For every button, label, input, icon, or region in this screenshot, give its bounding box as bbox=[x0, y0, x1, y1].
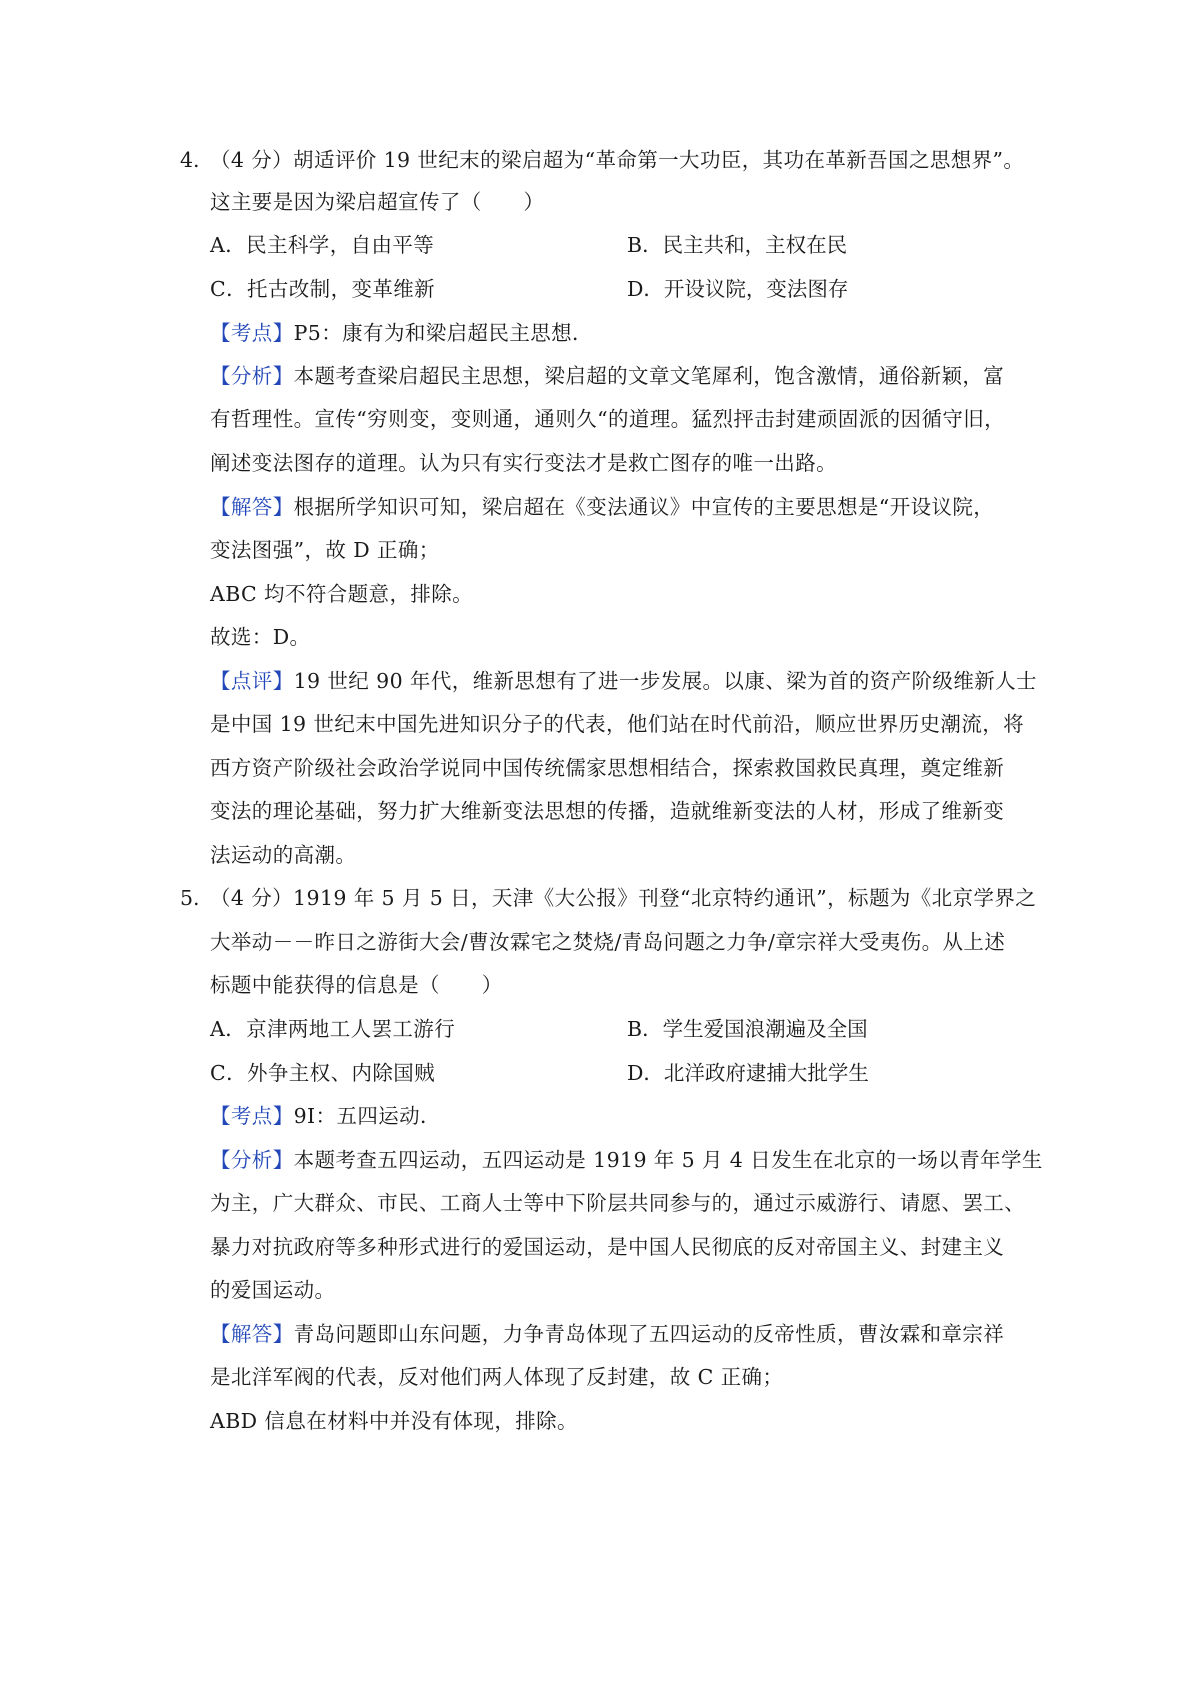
question-number: 4. bbox=[180, 148, 200, 172]
option-d: D．北洋政府逮捕大批学生 bbox=[627, 1061, 869, 1085]
dianping-line: 变法的理论基础，努力扩大维新变法思想的传播，造就维新变法的人材，形成了维新变 bbox=[210, 799, 1005, 823]
fenxi-line bbox=[210, 363, 1004, 389]
question-stem-line: 大举动－－昨日之游街大会/曹汝霖宅之焚烧/青岛问题之力争/章宗祥大受夷伤。从上述 bbox=[210, 930, 1006, 954]
question-stem-line: 这主要是因为梁启超宣传了（ ） bbox=[210, 190, 545, 214]
jieda-line: ABD 信息在材料中并没有体现，排除。 bbox=[210, 1409, 578, 1433]
dianping-line: 西方资产阶级社会政治学说同中国传统儒家思想相结合，探索救国救民真理，奠定维新 bbox=[210, 756, 1005, 780]
jieda-line: ABC 均不符合题意，排除。 bbox=[210, 582, 474, 606]
kaodian-label: 【考点】 bbox=[210, 321, 294, 345]
kaodian-line bbox=[210, 320, 593, 346]
question-number: 5. bbox=[180, 886, 200, 910]
jieda-text: 根据所学知识可知，梁启超在《变法通议》中宣传的主要思想是“开设议院， bbox=[293, 495, 995, 519]
option-a: A．民主科学，自由平等 bbox=[210, 233, 435, 257]
jieda-text: 青岛问题即山东问题，力争青岛体现了五四运动的反帝性质，曹汝霖和章宗祥 bbox=[293, 1322, 1005, 1346]
fenxi-line: 暴力对抗政府等多种形式进行的爱国运动，是中国人民彻底的反对帝国主义、封建主义 bbox=[210, 1235, 1005, 1259]
jieda-line bbox=[210, 1321, 1004, 1347]
jieda-label: 【解答】 bbox=[210, 1322, 294, 1346]
option-d: D．开设议院，变法图存 bbox=[627, 277, 849, 301]
question-stem-line: （4 分）1919 年 5 月 5 日，天津《大公报》刊登“北京特约通讯”，标题为《北京学界之 bbox=[210, 886, 1037, 910]
dianping-line: 是中国 19 世纪末中国先进知识分子的代表，他们站在时代前沿，顺应世界历史潮流，将 bbox=[210, 712, 1025, 736]
kaodian-label: 【考点】 bbox=[210, 1104, 294, 1128]
jieda-line: 是北洋军阀的代表，反对他们两人体现了反封建，故 C 正确； bbox=[210, 1365, 784, 1389]
dianping-line bbox=[210, 668, 1037, 694]
fenxi-text: 本题考查五四运动，五四运动是 1919 年 5 月 4 日发生在北京的一场以青年学生 bbox=[293, 1148, 1043, 1172]
option-b: B．民主共和，主权在民 bbox=[627, 233, 848, 257]
kaodian-text: 9I：五四运动． bbox=[293, 1104, 441, 1128]
option-a: A．京津两地工人罢工游行 bbox=[210, 1017, 456, 1041]
question-stem-line: （4 分）胡适评价 19 世纪末的梁启超为“革命第一大功臣，其功在革新吾国之思想界”。 bbox=[210, 148, 1025, 172]
jieda-line: 故选：D。 bbox=[210, 625, 311, 649]
kaodian-text: P5：康有为和梁启超民主思想． bbox=[293, 321, 593, 345]
fenxi-label: 【分析】 bbox=[210, 1148, 294, 1172]
dianping-line: 法运动的高潮。 bbox=[210, 843, 357, 867]
kaodian-line bbox=[210, 1103, 441, 1129]
question-stem-line: 标题中能获得的信息是（ ） bbox=[210, 973, 503, 997]
fenxi-line: 阐述变法图存的道理。认为只有实行变法才是救亡图存的唯一出路。 bbox=[210, 451, 837, 475]
option-b: B．学生爱国浪潮遍及全国 bbox=[627, 1017, 868, 1041]
fenxi-line bbox=[210, 1147, 1043, 1173]
jieda-label: 【解答】 bbox=[210, 495, 294, 519]
option-c: C．外争主权、内除国贼 bbox=[210, 1061, 436, 1085]
option-c: C．托古改制，变革维新 bbox=[210, 277, 436, 301]
fenxi-line: 为主，广大群众、市民、工商人士等中下阶层共同参与的，通过示威游行、请愿、罢工、 bbox=[210, 1191, 1026, 1215]
dianping-text: 19 世纪 90 年代，维新思想有了进一步发展。以康、梁为首的资产阶级维新人士 bbox=[293, 669, 1037, 693]
fenxi-text: 本题考查梁启超民主思想，梁启超的文章文笔犀利，饱含激情，通俗新颖，富 bbox=[293, 364, 1005, 388]
dianping-label: 【点评】 bbox=[210, 669, 294, 693]
jieda-line bbox=[210, 494, 994, 520]
fenxi-line: 有哲理性。宣传“穷则变，变则通，通则久“的道理。猛烈抨击封建顽固派的因循守旧， bbox=[210, 407, 1006, 431]
jieda-line: 变法图强”，故 D 正确； bbox=[210, 538, 440, 562]
fenxi-label: 【分析】 bbox=[210, 364, 294, 388]
fenxi-line: 的爱国运动。 bbox=[210, 1278, 336, 1302]
